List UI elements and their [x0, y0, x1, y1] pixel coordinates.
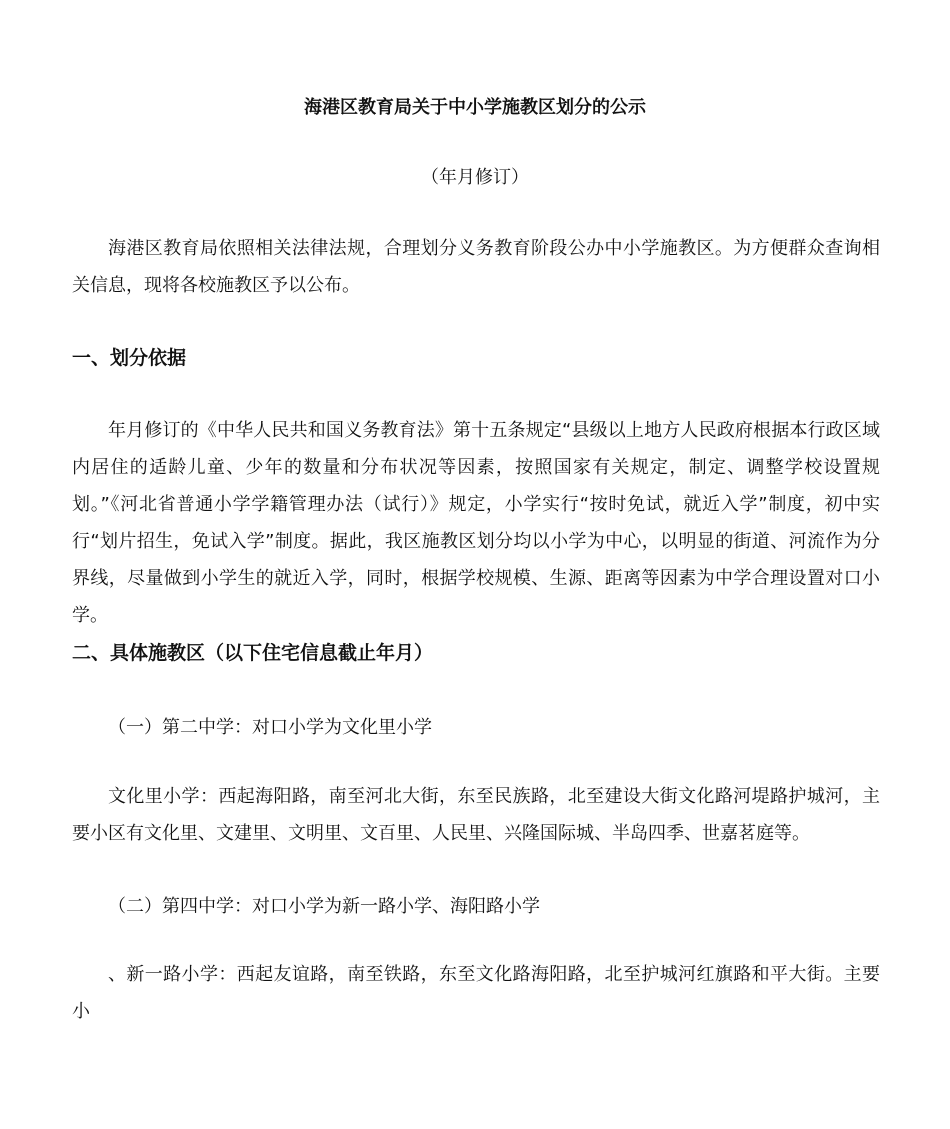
document-title: 海港区教育局关于中小学施教区划分的公示	[304, 97, 646, 118]
subsection-1-body: 文化里小学：西起海阳路，南至河北大街，东至民族路，北至建设大街文化路河堤路护城河，主要小区有文化里、文建里、文明里、文百里、人民里、兴隆国际城、半岛四季、世嘉茗庭等。	[72, 786, 880, 844]
subsection-2-heading: （二）第四中学：对口小学为新一路小学、海阳路小学	[108, 896, 540, 917]
intro-paragraph: 海港区教育局依照相关法律法规，合理划分义务教育阶段公办中小学施教区。为方便群众查询相关信息，现将各校施教区予以公布。	[72, 238, 880, 296]
document-subtitle: （年月修订）	[421, 167, 529, 188]
section-2-heading: 二、具体施教区（以下住宅信息截止年月）	[72, 642, 434, 664]
subsection-1-heading: （一）第二中学：对口小学为文化里小学	[108, 717, 432, 738]
subsection-2-body: 、新一路小学：西起友谊路，南至铁路，东至文化路海阳路，北至护城河红旗路和平大街。主要小	[72, 964, 880, 1022]
section-1-body: 年月修订的《中华人民共和国义务教育法》第十五条规定“县级以上地方人民政府根据本行政区域内居住的适龄儿童、少年的数量和分布状况等因素，按照国家有关规定，制定、调整学校设置规划。”《河北省普通小学学籍管理办法（试行）》规定，小学实行“按时免试，就近入学”制度，初中实行“划片招生，免试入学”制度。据此，我区施教区划分均以小学为中心，以明显的街道、河流作为分界线，尽量做到小学生的就近入学，同时，根据学校规模、生源、距离等因素为中学合理设置对口小学。	[72, 420, 880, 626]
section-1-heading: 一、划分依据	[72, 347, 187, 369]
